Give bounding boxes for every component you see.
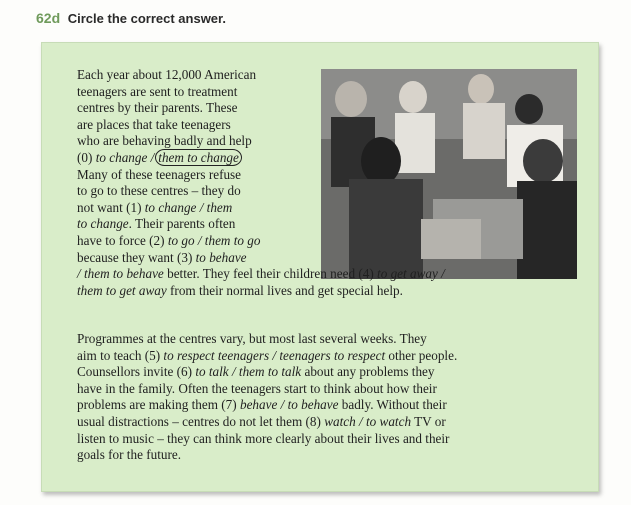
- text-segment: have to force (2): [77, 232, 168, 248]
- answer-options[interactable]: to respect teenagers / teenagers to respect: [163, 347, 386, 363]
- text-line: [77, 167, 445, 184]
- text-line: [77, 150, 445, 167]
- exercise-panel: [41, 42, 599, 492]
- answer-options[interactable]: them to get away: [77, 282, 167, 298]
- text-line: [77, 67, 445, 84]
- text-segment: teenagers are sent to treatment: [77, 83, 238, 99]
- text-line: [77, 331, 457, 348]
- answer-options[interactable]: / them to behave: [77, 266, 164, 282]
- text-segment: are places that take teenagers: [77, 116, 231, 132]
- text-segment: Each year about 12,000 American: [77, 67, 257, 82]
- text-segment: to go to these centres – they do: [77, 183, 241, 199]
- text-line: [77, 431, 457, 448]
- text-segment: not want (1): [77, 199, 145, 215]
- exercise-instruction: Circle the correct answer.: [67, 11, 226, 26]
- text-line: [77, 447, 457, 464]
- text-line: [77, 183, 445, 200]
- exercise-heading: [36, 10, 226, 26]
- text-line: [77, 117, 445, 134]
- text-segment: problems are making them (7): [77, 397, 240, 413]
- text-segment: TV or: [411, 413, 446, 429]
- text-line: [77, 100, 445, 117]
- text-segment: badly. Without their: [338, 397, 447, 413]
- answer-options[interactable]: to change /: [95, 149, 155, 165]
- answer-options[interactable]: to go / them to go: [167, 232, 261, 248]
- text-line: [77, 348, 457, 365]
- answer-options[interactable]: to behave: [195, 249, 247, 265]
- text-segment: because they want (3): [77, 249, 196, 265]
- text-segment: have in the family. Often the teenagers start to think about how their: [77, 380, 437, 396]
- text-segment: centres by their parents. These: [77, 100, 238, 116]
- text-line: [77, 414, 457, 431]
- text-line: [77, 381, 457, 398]
- text-segment: about any problems they: [301, 364, 435, 380]
- answer-options[interactable]: to talk / them to talk: [195, 364, 302, 380]
- answer-options[interactable]: behave / to behave: [239, 397, 339, 413]
- text-line: [77, 266, 445, 283]
- circled-answer[interactable]: them to change: [155, 149, 242, 166]
- text-line: [77, 283, 445, 300]
- text-segment: (0): [77, 149, 96, 165]
- text-segment: other people.: [385, 347, 458, 363]
- text-line: [77, 216, 445, 233]
- answer-options[interactable]: watch / to watch: [324, 413, 412, 429]
- answer-options[interactable]: to change: [77, 216, 129, 232]
- text-line: [77, 200, 445, 217]
- text-segment: better. They feel their children need (4): [163, 266, 378, 282]
- exercise-number: 62d: [36, 10, 61, 26]
- text-segment: . Their parents often: [128, 216, 236, 232]
- text-line: [77, 133, 445, 150]
- text-segment: aim to teach (5): [77, 347, 164, 363]
- text-line: [77, 233, 445, 250]
- answer-options[interactable]: to get away /: [377, 266, 445, 282]
- text-line: [77, 84, 445, 101]
- text-segment: Programmes at the centres vary, but most last several weeks. They: [77, 331, 427, 346]
- text-segment: who are behaving badly and help: [77, 133, 252, 149]
- text-segment: Counsellors invite (6): [77, 364, 196, 380]
- answer-options[interactable]: to change / them: [144, 199, 233, 215]
- text-line: [77, 397, 457, 414]
- text-segment: listen to music – they can think more clearly about their lives and their: [77, 430, 450, 446]
- paragraph-2: [77, 331, 457, 464]
- text-segment: goals for the future.: [77, 447, 181, 463]
- text-segment: from their normal lives and get special help.: [166, 282, 403, 298]
- text-segment: usual distractions – centres do not let them (8): [77, 413, 325, 429]
- text-line: [77, 250, 445, 267]
- text-line: [77, 364, 457, 381]
- paragraph-1: [77, 67, 445, 299]
- text-segment: Many of these teenagers refuse: [77, 166, 242, 182]
